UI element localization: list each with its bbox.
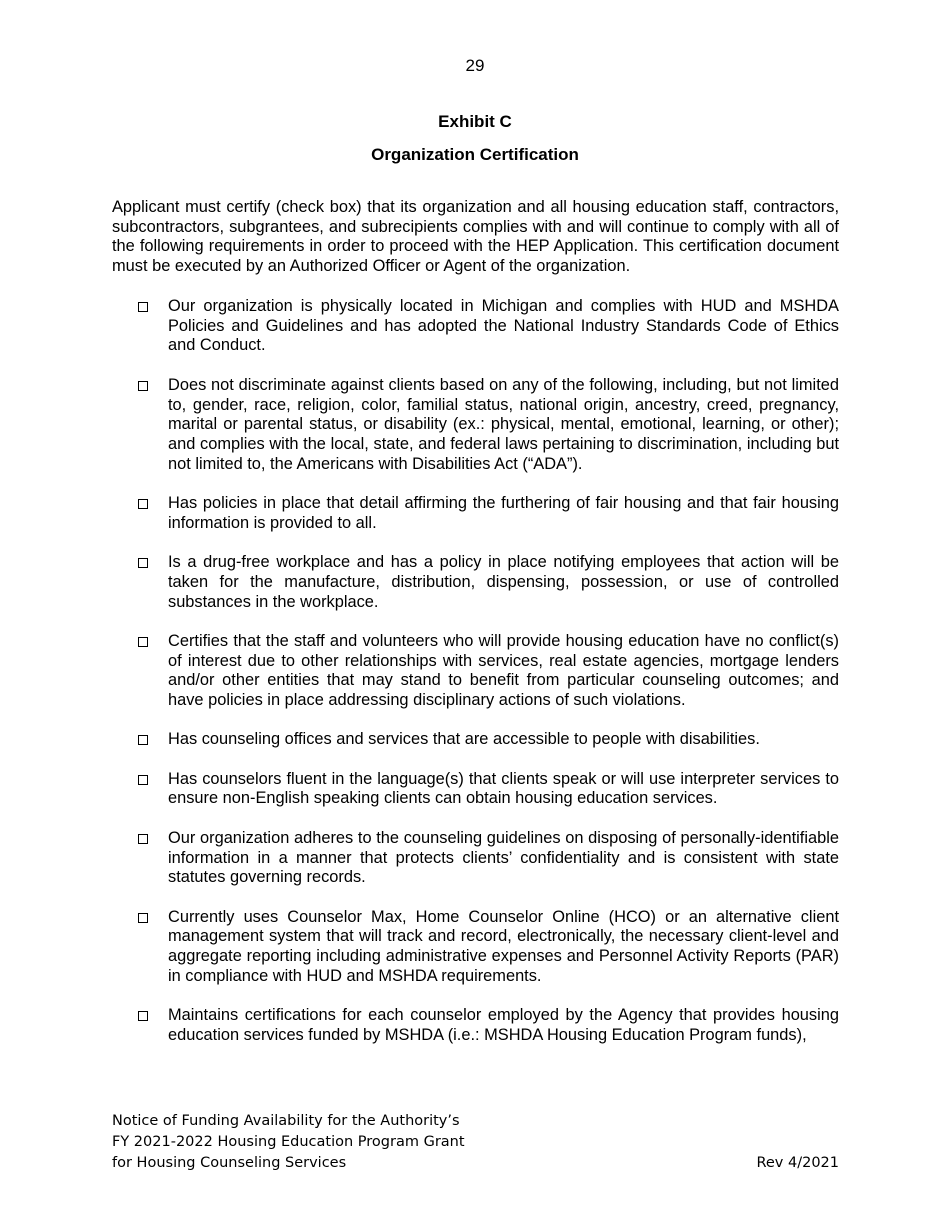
list-item (112, 908, 839, 987)
checkbox-icon[interactable] (138, 913, 148, 923)
item-text: Has policies in place that detail affirming the furthering of fair housing and that fair housing information is provided to all. (168, 494, 839, 532)
checkbox-icon[interactable] (138, 1011, 148, 1021)
footer-notice (112, 1111, 465, 1174)
footer-line-3: for Housing Counseling Services (112, 1155, 347, 1171)
list-item (112, 376, 839, 475)
list-item (112, 632, 839, 711)
intro-paragraph: Applicant must certify (check box) that its organization and all housing education staff, contractors, subcontractors, subgrantees, and subrecipients complies with and will continue to comply with all of the following requirements in order to proceed with the HEP Application. This certification document must be executed by an Authorized Officer or Agent of the organization. (112, 198, 839, 276)
item-text: Certifies that the staff and volunteers who will provide housing education have no conflict(s) of interest due to other relationships with services, real estate agencies, mortgage lenders and/or other entities that may stand to benefit from particular counseling outcomes; and have policies in place addressing disciplinary actions of such violations. (168, 631, 839, 709)
list-item (112, 730, 839, 750)
footer-line-2: FY 2021-2022 Housing Education Program Grant (112, 1134, 465, 1150)
checkbox-icon[interactable] (138, 302, 148, 312)
footer-line-1: Notice of Funding Availability for the Authority’s (112, 1113, 460, 1129)
list-item (112, 829, 839, 888)
item-text: Has counseling offices and services that are accessible to people with disabilities. (168, 730, 760, 749)
page-number: 29 (465, 56, 485, 75)
checkbox-icon[interactable] (138, 637, 148, 647)
list-item (112, 297, 839, 356)
certification-title: Organization Certification (371, 145, 579, 164)
item-text: Our organization is physically located in Michigan and complies with HUD and MSHDA Policies and Guidelines and has adopted the National Industry Standards Code of Ethics and Conduct. (168, 297, 839, 355)
list-item (112, 1006, 839, 1045)
item-text: Currently uses Counselor Max, Home Counselor Online (HCO) or an alternative client management system that will track and record, electronically, the necessary client-level and aggregate reporting including administrative expenses and Personnel Activity Reports (PAR) in compliance with HUD and MSHDA requirements. (168, 907, 839, 985)
exhibit-title: Exhibit C (438, 112, 512, 131)
checkbox-icon[interactable] (138, 834, 148, 844)
list-item (112, 770, 839, 809)
item-text: Is a drug-free workplace and has a policy in place notifying employees that action will be taken for the manufacture, distribution, dispensing, possession, or use of controlled substances in the workplace. (168, 553, 839, 611)
certification-list (112, 297, 839, 1065)
item-text: Maintains certifications for each counselor employed by the Agency that provides housing education services funded by MSHDA (i.e.: MSHDA Housing Education Program funds), (168, 1006, 839, 1044)
item-text: Does not discriminate against clients based on any of the following, including, but not limited to, gender, race, religion, color, familial status, national origin, ancestry, creed, pregnancy, marital or parental status, or disability (ex.: physical, mental, emotional, learning, or other); and complies with the local, state, and federal laws pertaining to discrimination, including but not limited to, the Americans with Disabilities Act (“ADA”). (168, 375, 839, 473)
checkbox-icon[interactable] (138, 775, 148, 785)
list-item (112, 553, 839, 612)
checkbox-icon[interactable] (138, 381, 148, 391)
list-item (112, 494, 839, 533)
footer-revision: Rev 4/2021 (756, 1155, 839, 1171)
checkbox-icon[interactable] (138, 735, 148, 745)
checkbox-icon[interactable] (138, 558, 148, 568)
item-text: Our organization adheres to the counseling guidelines on disposing of personally-identifiable information in a manner that protects clients’ confidentiality and is consistent with state statutes governing records. (168, 828, 839, 887)
item-text: Has counselors fluent in the language(s) that clients speak or will use interpreter services to ensure non-English speaking clients can obtain housing education services. (168, 769, 839, 808)
checkbox-icon[interactable] (138, 499, 148, 509)
